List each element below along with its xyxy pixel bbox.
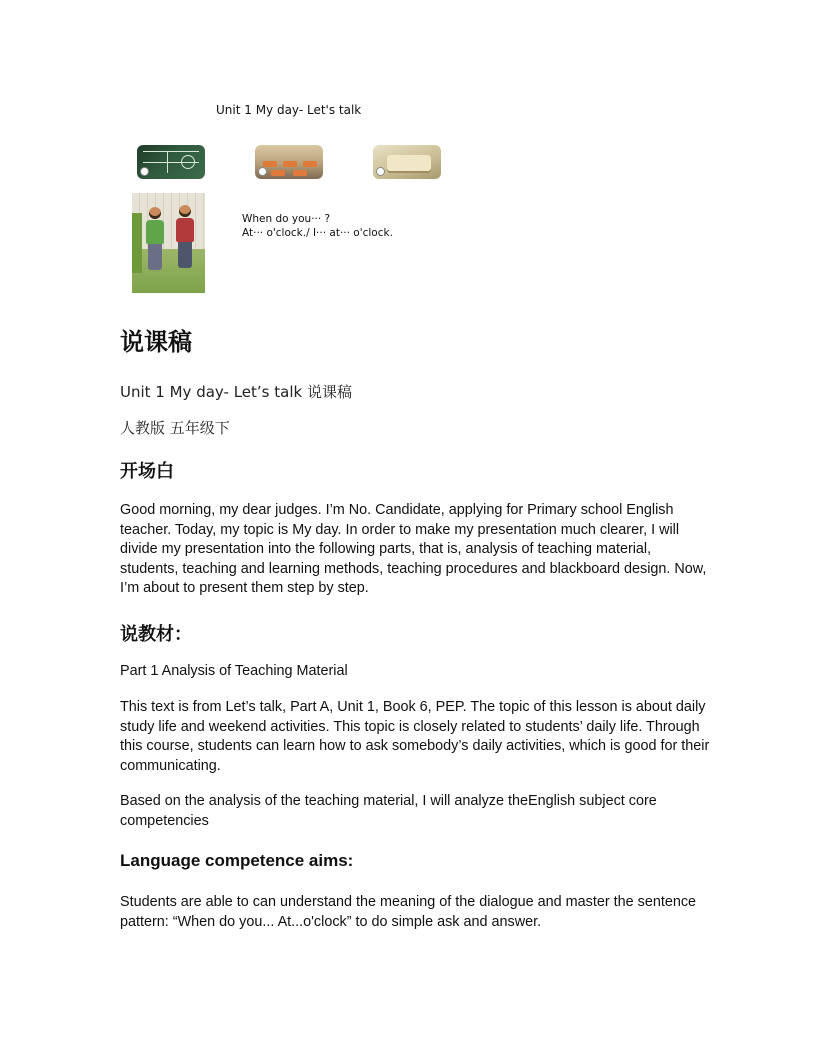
opening-paragraph: Good morning, my dear judges. I’m No. Candidate, applying for Primary school English teacher. Today, my topic is My day. In order to make my presentation much clearer, I will divide my presentation into the following parts, that is, analysis of teaching material, students, teaching and learning methods, teaching procedures and blackboard design. Now, I’m about to present them step by step.	[120, 502, 707, 597]
section-heading-language: Language competence aims:	[120, 851, 354, 870]
section-heading-material: 说教材：	[120, 624, 192, 645]
doc-subtitle: Unit 1 My day- Let’s talk 说课稿	[120, 383, 352, 401]
section-heading-opening: 开场白	[120, 461, 174, 482]
figure-question-pattern: When do you··· ?	[242, 213, 331, 225]
doc-title: 说课稿	[120, 328, 192, 356]
bedroom-thumbnail	[373, 145, 441, 179]
doc-edition: 人教版 五年级下	[120, 419, 230, 437]
two-boys-illustration	[132, 193, 205, 293]
part1-heading: Part 1 Analysis of Teaching Material	[120, 663, 348, 679]
figure-title: Unit 1 My day- Let's talk	[216, 103, 362, 117]
language-paragraph: Students are able to can understand the meaning of the dialogue and master the sentence pattern: “When do you... At...o'clock” to do simple ask and answer.	[120, 894, 697, 930]
classroom-thumbnail	[255, 145, 323, 179]
figure-answer-pattern: At··· o'clock./ I··· at··· o'clock.	[242, 227, 393, 239]
analysis-paragraph: Based on the analysis of the teaching material, I will analyze theEnglish subject core competencies	[120, 793, 657, 829]
playground-thumbnail	[137, 145, 205, 179]
material-paragraph: This text is from Let’s talk, Part A, Unit 1, Book 6, PEP. The topic of this lesson is about daily study life and weekend activities. This topic is closely related to students’ daily life. Through this course, students can learn how to ask somebody’s daily activities, which is good for their communicating.	[120, 699, 710, 774]
